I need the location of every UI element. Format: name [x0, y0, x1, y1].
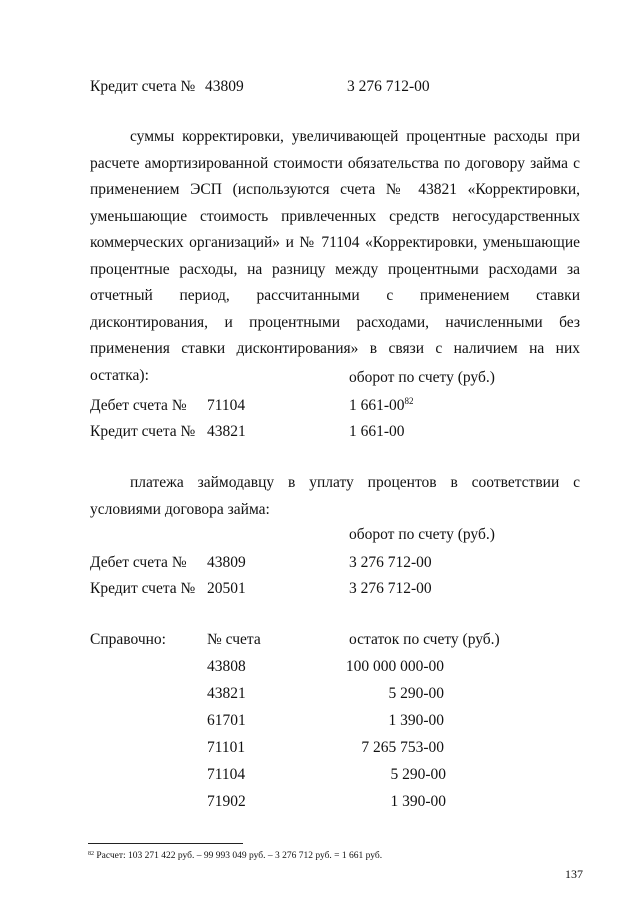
reference-row-account: 71902 [207, 793, 246, 810]
paragraph-correction [90, 124, 580, 389]
entry2-turnover-header: оборот по счету (руб.) [349, 526, 495, 543]
entry1-debit-account: 71104 [207, 397, 246, 414]
entry1-debit-amount-cell [349, 396, 414, 416]
reference-row-account: 43808 [207, 658, 246, 675]
entry2-credit-label: Кредит счета № [90, 580, 196, 597]
paragraph-correction-text: суммы корректировки, увеличивающей процентные расходы при расчете амортизированной стоимости обязательства по договору займа с применением ЭСП (используются счета № 43821 «Корректировки, уменьшающие стоимость привлеченных средств негосударственных коммерческих организаций» и № 71104 «Корректировки, уменьшающие процентные расходы, на разницу между процентными расходами за отчетный период, рассчитанными с применением ставки дисконтирования, и процентными расходами, начисленными без применения ставки дисконтирования» в связи с наличием на них остатка): [90, 128, 580, 384]
entry2-credit-account: 20501 [207, 580, 246, 597]
footnote-text: Расчет: 103 271 422 руб. – 99 993 049 руб. – 3 276 712 руб. = 1 661 руб. [96, 851, 383, 861]
entry1-credit-account: 43821 [207, 423, 246, 440]
entry1-debit-label: Дебет счета № [90, 397, 187, 414]
entry1-turnover-header: оборот по счету (руб.) [349, 369, 495, 386]
reference-row-balance: 100 000 000-00 [345, 658, 444, 675]
page-number: 137 [565, 867, 583, 881]
reference-row-balance: 1 390-00 [390, 793, 446, 810]
reference-row-account: 71101 [207, 739, 246, 756]
reference-label: Справочно: [90, 631, 166, 648]
footnote-ref: 82 [404, 396, 414, 406]
entry1-debit-amount: 1 661-00 [349, 397, 405, 414]
footnote [88, 851, 382, 861]
entry2-debit-account: 43809 [207, 554, 246, 571]
reference-col-balance: остаток по счету (руб.) [349, 631, 500, 648]
entry2-credit-amount: 3 276 712-00 [349, 580, 432, 597]
header-credit-account: 43809 [205, 78, 244, 95]
reference-row-account: 43821 [207, 685, 246, 702]
reference-row-balance: 7 265 753-00 [361, 739, 444, 756]
footnote-divider [88, 843, 243, 844]
header-credit-label: Кредит счета № [90, 78, 196, 95]
footnote-number: 82 [88, 851, 94, 857]
entry1-credit-amount: 1 661-00 [349, 423, 405, 440]
entry2-debit-label: Дебет счета № [90, 554, 187, 571]
reference-row-balance: 5 290-00 [388, 685, 444, 702]
reference-row-account: 71104 [207, 766, 246, 783]
paragraph-payment-text: платежа займодавцу в уплату процентов в соответствии с условиями договора займа: [90, 474, 580, 518]
reference-col-account: № счета [207, 631, 261, 648]
reference-row-balance: 5 290-00 [390, 766, 446, 783]
reference-row-account: 61701 [207, 712, 246, 729]
header-credit-amount: 3 276 712-00 [347, 78, 430, 95]
entry1-credit-label: Кредит счета № [90, 423, 196, 440]
reference-row-balance: 1 390-00 [388, 712, 444, 729]
entry2-debit-amount: 3 276 712-00 [349, 554, 432, 571]
paragraph-payment [90, 470, 580, 523]
